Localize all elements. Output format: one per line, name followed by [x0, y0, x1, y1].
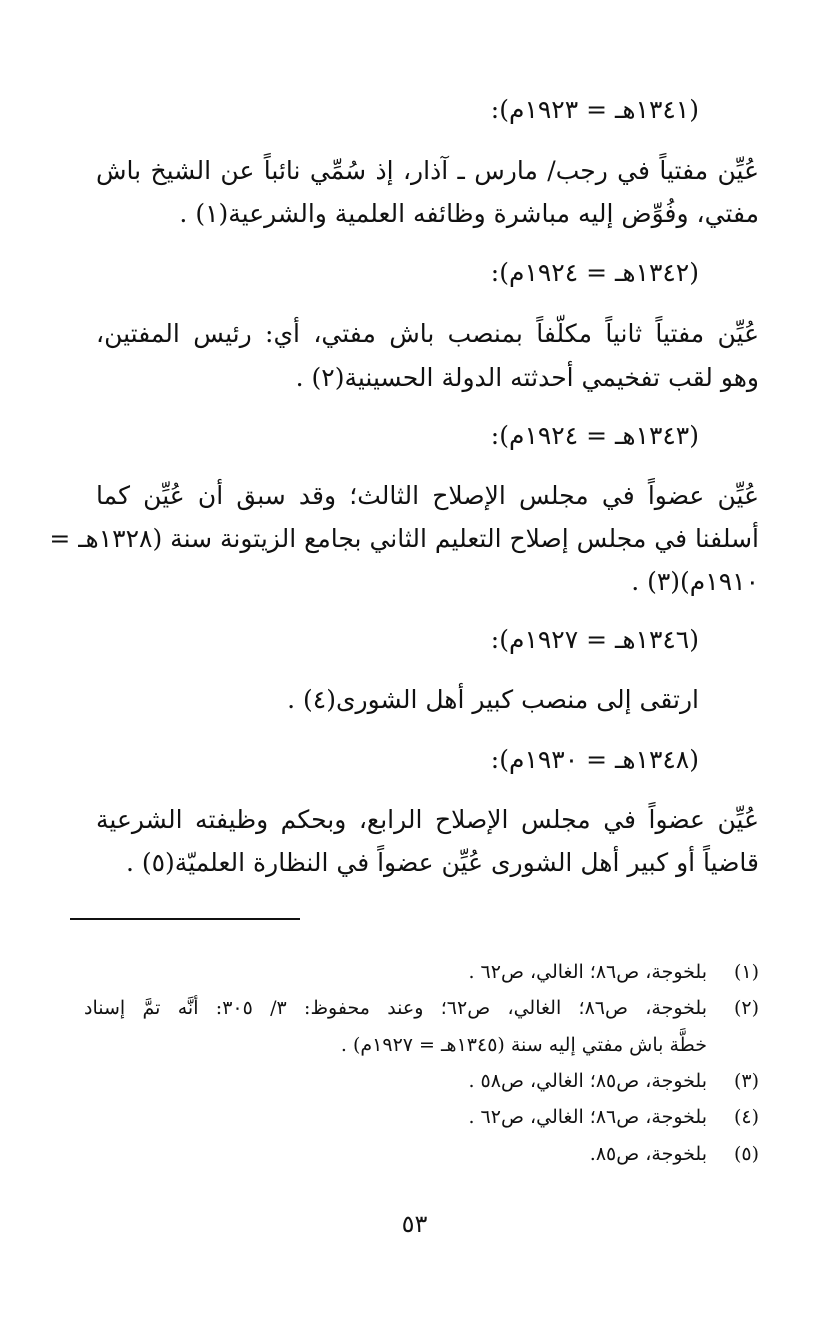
footnote-text-continuation: خطَّة باش مفتي إليه سنة (١٣٤٥هـ = ١٩٢٧م) .: [340, 1034, 707, 1056]
entry-date-heading: (١٣٤٦هـ = ١٩٢٧م):: [490, 625, 699, 654]
footnote-text: بلخوجة، ص٨٥؛ الغالي، ص٥٨ .: [468, 1070, 707, 1092]
footnote-item: [84, 994, 759, 1022]
footnote-separator: [70, 918, 300, 920]
footnote-item: [84, 1067, 759, 1095]
footnote-item: [84, 958, 759, 986]
footnote-item: [84, 1103, 759, 1131]
entry-text-line: أسلفنا في مجلس إصلاح التعليم الثاني بجامع الزيتونة سنة (١٣٢٨هـ =: [49, 524, 759, 553]
entry-text-line: عُيِّن مفتياً ثانياً مكلّفاً بمنصب باش مفتي، أي: رئيس المفتين،: [96, 319, 759, 348]
footnote-number: (٢): [733, 997, 760, 1019]
entry-text-line: عُيِّن مفتياً في رجب/ مارس ـ آذار، إذ سُمِّي نائباً عن الشيخ باش: [96, 156, 759, 185]
footnote-number: (١): [733, 961, 759, 983]
footnote-text: بلخوجة، ص٨٦؛ الغالي، ص٦٢ .: [468, 961, 707, 983]
entry-date-heading: (١٣٤١هـ = ١٩٢٣م):: [490, 95, 699, 124]
footnote-text: بلخوجة، ص٨٦؛ الغالي، ص٦٢ .: [468, 1106, 707, 1128]
entry-text-line: عُيِّن عضواً في مجلس الإصلاح الثالث؛ وقد سبق أن عُيِّن كما: [96, 481, 759, 510]
footnote-number: (٣): [733, 1070, 759, 1092]
entry-text-line: عُيِّن عضواً في مجلس الإصلاح الرابع، وبحكم وظيفته الشرعية: [96, 805, 759, 834]
footnote-item: [84, 1140, 759, 1168]
entry-text-line: مفتي، وفُوِّض إليه مباشرة وظائفه العلمية والشرعية(١) .: [179, 199, 759, 228]
footnote-text: بلخوجة، ص٨٦؛ الغالي، ص٦٢؛ وعند محفوظ: ٣/ ٣٠٥: أنَّه تمَّ إسناد: [84, 997, 708, 1019]
entry-text-line: ارتقى إلى منصب كبير أهل الشورى(٤) .: [287, 685, 699, 714]
footnote-text: بلخوجة، ص٨٥.: [589, 1143, 707, 1165]
entry-date-heading: (١٣٤٢هـ = ١٩٢٤م):: [490, 258, 699, 287]
entry-date-heading: (١٣٤٣هـ = ١٩٢٤م):: [490, 421, 699, 450]
footnote-number: (٥): [733, 1143, 759, 1165]
footnote-number: (٤): [733, 1106, 759, 1128]
entry-text-line: وهو لقب تفخيمي أحدثته الدولة الحسينية(٢) .: [295, 363, 759, 392]
entry-text-line: ١٩١٠م)(٣) .: [631, 567, 759, 596]
entry-text-line: قاضياً أو كبير أهل الشورى عُيِّن عضواً في النظارة العلميّة(٥) .: [125, 848, 759, 877]
entry-date-heading: (١٣٤٨هـ = ١٩٣٠م):: [490, 745, 699, 774]
page-number: ٥٣: [401, 1210, 428, 1238]
